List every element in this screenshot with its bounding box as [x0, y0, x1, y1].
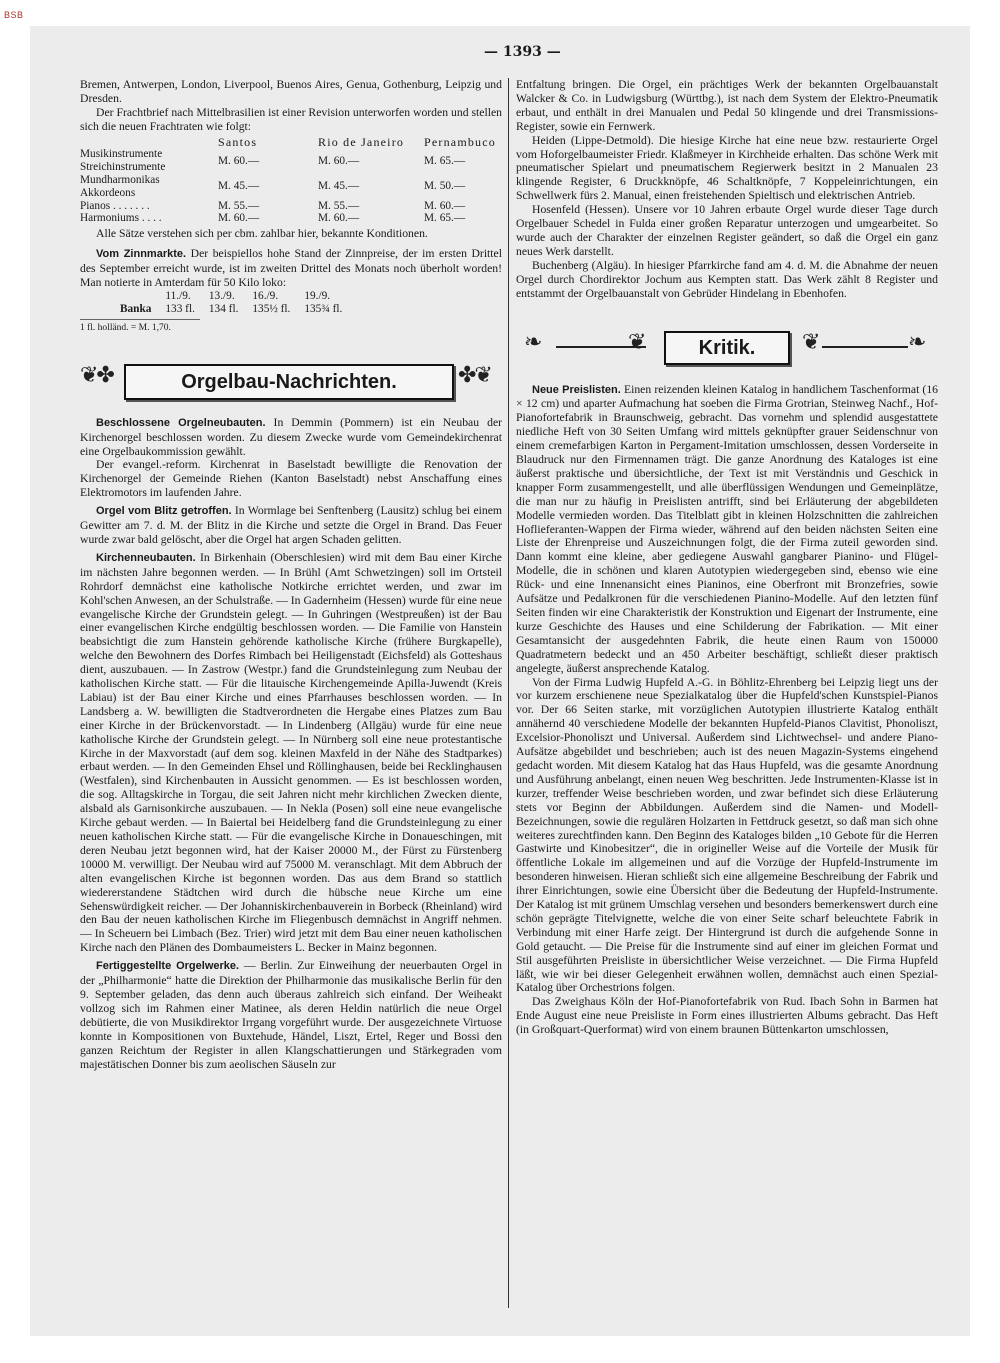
lead-blitz: Orgel vom Blitz getroffen. [96, 505, 232, 518]
newspaper-page [30, 26, 970, 1336]
left-column [80, 78, 502, 1071]
lead-orgelneubauten: Beschlossene Orgelneubauten. [96, 416, 266, 429]
tin-date: 19./9. [304, 289, 331, 302]
table-row [80, 174, 502, 200]
ornament-icon: ❧ [524, 328, 541, 354]
rate-cell: M. 60.— [318, 212, 360, 225]
row-label: Mundharmonikas Akkordeons [80, 174, 160, 199]
table-row [80, 212, 502, 225]
zinn-text: Der beispiellos hohe Stand der Zinnpreise, der im ersten Drittel des September erreicht wurde, ist im zweiten Drittel des Monats noch überholt worden! Man notierte in Amterdam für 50 Kilo loko: [80, 247, 502, 289]
ornament-icon: ❧ [908, 328, 925, 354]
paragraph-orgelneubauten [80, 416, 502, 459]
row-label: Harmoniums . . . . [80, 212, 162, 225]
paragraph-berlin-cont: Entfaltung bringen. Die Orgel, ein prächtiges Werk der bekannten Orgelbauanstalt Walcker & Co. in Ludwigsburg (Württbg.), ist nach dem System der Elektro-Pneumatik erbaut, und enthält in drei Manualen und Pedal 50 klingende und drei Transmissions-Register, sowie ein Fernwerk. [516, 78, 938, 133]
library-stamp: BSB [4, 10, 24, 20]
rate-cell: M. 60.— [424, 199, 466, 212]
tin-value: 135¾ fl. [304, 302, 343, 315]
lead-preislisten: Neue Preislisten. [532, 383, 621, 396]
section-banner-orgelbau [80, 354, 502, 408]
rate-cell: M. 45.— [218, 180, 260, 193]
rate-cell: M. 60.— [318, 154, 360, 167]
currency-note: 1 fl. holländ. = M. 1,70. [80, 319, 200, 336]
paragraph-saetze: Alle Sätze verstehen sich per cbm. zahlbar hier, bekannte Konditionen. [96, 227, 428, 241]
rate-cell: M. 65.— [424, 212, 466, 225]
tin-label: Banka [120, 302, 152, 315]
rate-cell: M. 50.— [424, 180, 466, 193]
tin-dates-row [120, 290, 356, 303]
rate-cell: M. 45.— [318, 180, 360, 193]
section-banner-kritik [516, 321, 938, 375]
paragraph-ibach: Das Zweighaus Köln der Hof-Pianofortefabrik von Rud. Ibach Sohn in Barmen hat Ende August eine neue Preisliste in Form eines illustrierten Albums gebracht. Das Heft (in Großquart-Querformat) wird von einem braunen Büttenkarton umschlossen, [516, 995, 938, 1037]
table-row [80, 200, 502, 213]
row-label: Musikinstrumente Streichinstrumente [80, 148, 166, 174]
tin-date: 11./9. [165, 289, 191, 302]
text-blitz: In Wormlage bei Senftenberg (Lausitz) schlug bei einem Gewitter am 7. d. M. der Blitz in die Kirche und setzte die Orgel in Brand. Das Feuer wurde zwar bald gelöscht, aber die Orgel hat argen Schaden gelitten. [80, 504, 502, 546]
table-row [80, 148, 502, 174]
column-header-pernambuco: Pernambuco [424, 134, 496, 149]
row-label: Pianos . . . . . . . [80, 199, 150, 212]
paragraph-hosenfeld: Hosenfeld (Hessen). Unsere vor 10 Jahren erbaute Orgel wurde dieser Tage durch Orgelbauer Schedel in Fulda einer großen Reparatur unterzogen und umgearbeitet. So wurde auch der Charakter der einzelnen Register geändert, so daß die Orgel ein ganz neues Werk darstellt. [516, 203, 938, 258]
paragraph-buchenberg: Buchenberg (Algäu). In hiesiger Pfarrkirche fand am 4. d. M. die Abnahme der neuen Orgel durch Chordirektor Jochum aus Kempten statt. Das Werk zählt 8 Register und entstammt der Orgelbauanstalt von Gebrüder Hindelang in Ebenhofen. [516, 258, 938, 300]
column-header-rio: Rio de Janeiro [318, 134, 405, 149]
lead-kirchenneubauten: Kirchenneubauten. [96, 551, 196, 564]
paragraph-fertiggestellte [80, 959, 502, 1071]
paragraph-zinnmarkt [80, 247, 502, 290]
zinn-lead: Vom Zinnmarkte. [96, 248, 187, 261]
column-header-santos: Santos [218, 134, 258, 149]
ornament-rule [822, 346, 908, 348]
tin-price-table [120, 290, 356, 316]
paragraph-frachtbrief: Der Frachtbrief nach Mittelbrasilien ist einer Revision unterworfen worden und stellen sich die neuen Frachtraten wie folgt: [80, 105, 502, 133]
tin-date: 13./9. [208, 289, 235, 302]
lead-fertiggestellte: Fertiggestellte Orgelwerke. [96, 960, 240, 973]
paragraph-hupfeld: Von der Firma Ludwig Hupfeld A.-G. in Böhlitz-Ehrenberg bei Leipzig liegt uns der vor kurzem erschienene neue Spezialkatalog über die Hupfeld'schen Kunstspiel-Pianos vor. Der 66 Seiten starke, mit vorzüglichen Autotypien illustrierte Katalog enthält annähernd 40 verschiedene Modelle der bekannten Hupfeld-Pianos Clavitist, Phonoliszt, Excelsior-Phonoliszt und Universal. Außerdem sind Lichtwechsel- und andere Piano-Aufsätze abgebildet und beschrieben; auch ist des neuen Magazin-Systems eingehend gedacht worden. Mit diesem Katalog hat das Haus Hupfeld, was die gesamte Anordnung und Ausführung anbelangt, einen neuen Weg beschritten. Jede Instrumenten-Klasse ist in kurzer, treffender Weise beschrieben worden, und zwar befindet sich diese Erläuterung stets vor Beginn der Abbildungen. Außerdem sind die Namen- und Modell-Bezeichnungen, sowie die regulären Holzarten in Fettdruck gesetzt, so daß man sich ohne weiteres zurechtfinden kann. Den Beginn des Kataloges bilden „10 Gebote für die Herren Gastwirte und Kinobesitzer“, die in origineller Weise auf die Vorteile der Musik für öffentliche Lokale im allgemeinen und auf die Vorzüge der Hupfeld-Instrumente im besonderen hinweisen. Hieran schließt sich eine allgemeine Beschreibung der Fabrik und ihrer Einrichtungen, sowie eine Übersicht über die Bedeutung der Hupfeld-Instrumente. Der Katalog ist mit grünem Umschlag versehen und besonders bemerkenswert durch eine schön geprägte Titelvignette, welche die von einer Seite scharf beleuchtete Fabrik in Verbindung mit einer Harfe zeigt. Der Hintergrund ist durch die aufgehende Sonne in Gold getaucht. — Die Preise für die Instrumente sind auf einer im gleichen Format und Stil ausgeführten Preisliste in übersichtlicher Weise verzeichnet. — Die Firma Hupfeld läßt, wie wir bei dieser Gelegenheit erwähnen wollen, demnächst auch einen Spezial-Katalog über Orchestrions folgen. [516, 675, 938, 995]
rate-cell: M. 60.— [218, 212, 260, 225]
paragraph-heiden: Heiden (Lippe-Detmold). Die hiesige Kirche hat eine neue bzw. restaurierte Orgel vom Hoforgelbaumeister Friedr. Klaßmeyer in Kirchheide erhalten. Das schöne Werk mit pneumatischer Spielart und pneumatischem Regierwerk besitzt in 2 Manualen 23 klingende Register, 6 Druckknöpfe, 46 Schaltknöpfe, 7 Koppeleinrichtungen, ein Schwellwerk fürs 2. Manual, einen freistehenden Spieltisch und elektrischen Antrieb. [516, 133, 938, 203]
tin-values-row [120, 303, 356, 316]
text-orgelneubauten: In Demmin (Pommern) ist ein Neubau der Kirchenorgel beschlossen worden. Zu diesem Zwecke wurde vom Gemeindekirchenrat eine Orgelbaukommission gewählt. [80, 415, 503, 458]
freight-rate-table [80, 136, 502, 226]
tin-date: 16./9. [252, 289, 279, 302]
paragraph-kirchenneubauten [80, 551, 502, 955]
text-kirchenneubauten: In Birkenhain (Oberschlesien) wird mit dem Bau einer Kirche im nächsten Jahre begonnen werden. — In Brühl (Amt Schwetzingen) soll im Ortsteil Rohrdorf demnächst eine katholische Notkirche errichtet werden, und zwar im Kohl'schen Anwesen, an der Schulstraße. — In Gadernheim (Hessen) wurde für eine neue evangelische Kirche der Grundstein gelegt. — In Guhringen (Westpreußen) ist der Bau einer evangelischen Kirche endgültig beschlossen worden. — Die Familie von Hanstein beabsichtigt die zum Hanstein gehörende katholische Kirche (frühere Burgkapelle), welche den Bewohnern des Dorfes Rimbach bei Heiligenstadt (Eichsfeld) als Gotteshaus dient, auszubauen. — In Zastrow (Westpr.) fand die Grundsteinlegung zum Neubau der katholischen Kirche statt. — Für die litauische Kirchengemeinde Apilla-Juwendt (Kreis Labiau) ist der Bau einer Kirche und eines Pfarrhauses beschlossen worden. — In Landsberg a. W. bewilligten die Stadtverordneten die Hergabe eines Platzes zum Bau einer Kirche in der Brückenvorstadt. — In Lindenberg (Allgäu) wurde für eine neue katholische Kirche der Grundstein gelegt. — In Nürnberg soll eine neue protestantische Kirche in der Maxvorstadt (auf dem sog. kleinen Maxfeld in der Nähe des Stadtparkes) erbaut werden. — In den Gemeinden Ehsel und Röllinghausen, beide bei Recklinghausen (Westfalen), sind Kirchenbauten in Aussicht genommen. — Es ist beschlossen worden, die sog. Alltagskirche in Torgau, die seit Jahren nicht mehr kirchlichen Zwecken diente, alsbald als Garnisonkirche auszubauen. — In Nekla (Posen) soll eine neue evangelische Kirche gebaut werden. — In Baiertal bei Heidelberg fand die Grundsteinlegung zu einer neuen katholischen Kirche statt. — Für die evangelische Kirche in Donaueschingen, mit deren Neubau jetzt begonnen wird, hat der Kaiser 20000 M., der Fürst zu Fürstenberg 10000 M. verwilligt. Der Neubau wird auf 75000 M. veranschlagt. Mit dem Abbruch der alten evangelischen Kirche ist begonnen worden. Das aus dem Brand so stattlich wiedererstandene Städtchen wird durch die hübsche neue Kirche um eine Sehenswürdigkeit reicher. — Der Johanniskirchenbauverein in Borbeck (Rheinland) wird den Bau der neuen katholischen Kirche im Fliegenbusch demnächst in Angriff nehmen. — In Scheuern bei Limbach (Bez. Trier) wird jetzt mit dem Bau einer neuen katholischen Kirche nach den Plänen des Dombaumeisters L. Becker in Mainz begonnen. [80, 550, 502, 955]
paragraph-basel: Der evangel.-reform. Kirchenrat in Baselstadt bewilligte die Renovation der Kirchenorgel der Gemeinde Riehen (Kanton Baselstadt) nebst Anschaffung eines Elektromotors im laufenden Jahre. [80, 458, 502, 500]
freight-table-header [80, 136, 502, 149]
tin-value: 133 fl. [165, 302, 195, 315]
section-title-kritik: Kritik. [664, 331, 790, 365]
rate-cell: M. 60.— [218, 154, 260, 167]
text-preislisten: Einen reizenden kleinen Katalog in handlichem Taschenformat (16 × 12 cm) und aparter Aufmachung hat soeben die Firma Grotrian, Steinweg Nachf., Hof-Pianofortefabrik in Braunschweig, gebracht. Das vornehm und splendid ausgestattete niedliche Heft von 30 Seiten Umfang wird mittels geknüpfter grauer Seidenschnur von einem cremefarbigen Karton in Pergament-Imitation umschlossen, dessen Vorderseite in Blaudruck nur den Firmennamen trägt. Die ganze Anordnung des Kataloges ist eine äußerst praktische und übersichtliche, der Text ist mit Verständnis und Geschick in knapper Form zusammengestellt, und alle überflüssigen Wendungen und Gemeinplätze, die man nur zu häufig in Preislisten antrifft, sind bei Erläuterung der abgebildeten Modelle vermieden worden. Das Titelblatt gibt in kleinen Holzschnitten die zahlreichen Hoflieferanten-Wappen der Firma wieder, während auf den beiden nächsten Seiten eine Liste der Ehrenpreise und Auszeichnungen folgt, die der Firma zuteil geworden sind. Dann kommt eine kleine, aber gediegene Auswahl gangbarer Pianino- und Flügel-Modelle, die in schönen und klaren Autotypien wiedergegeben sind, ebenso wie eine Rück- und eine Innenansicht eines Pianinos, eine Oberfront mit Bronzefries, sowie Aufsätze und Pedalkronen für die verschiedenen Pianino-Modelle. Auf den letzten fünf Seiten finden wir eine Charakteristik der Konstruktion und Eigenart der Instrumente, eine kurze Geschichte des Hauses und eine Schilderung der Fabrikation. — Mit einer Gesamtansicht der ausgedehnten Fabrik, die heute einen Raum von 150000 Quadratmetern bedeckt und an 450 Arbeiter beschäftigt, schließt dieser praktisch angelegte, äußerst ansprechende Katalog. [516, 382, 939, 675]
paragraph-ports: Bremen, Antwerpen, London, Liverpool, Buenos Aires, Genua, Gothenburg, Leipzig und Dresden. [80, 78, 502, 105]
page-number: — 1393 — [484, 44, 561, 60]
rate-cell: M. 65.— [424, 154, 466, 167]
section-title-orgelbau: Orgelbau-Nachrichten. [124, 364, 454, 400]
paragraph-blitz [80, 504, 502, 547]
ornament-icon: ✤❦ [458, 361, 491, 387]
ornament-icon: ❦✤ [80, 361, 113, 387]
rate-cell: M. 55.— [318, 199, 360, 212]
tin-value: 134 fl. [208, 302, 239, 315]
tin-value: 135½ fl. [252, 302, 291, 315]
column-divider [508, 78, 509, 1308]
rate-cell: M. 55.— [218, 199, 260, 212]
paragraph-preislisten [516, 383, 938, 676]
right-column [516, 78, 938, 1037]
text-fertiggestellte: — Berlin. Zur Einweihung der neuerbauten Orgel in der „Philharmonie“ hatte die Direktion der Philharmonie das musikalische Berlin für den 9. September geladen, das denn auch überaus zahlreich sich einfand. Der Weiheakt vollzog sich im Rahmen einer Matinee, als deren Heldin natürlich die neue Orgel debütierte, die von Musikdirektor Irrgang vorgeführt wurde. Der ausgezeichnete Virtuose konnte in Kompositionen von Buxtehude, Händel, Liszt, Ertel, Reger und Bossi den ganzen Reichtum der Register in allen Klangschattierungen und Stärkegraden vom majestätischen Donner bis zum aeolischen Säuseln zur [80, 959, 503, 1071]
ornament-icon: ❦ [802, 328, 819, 354]
ornament-icon: ❦ [628, 328, 645, 354]
